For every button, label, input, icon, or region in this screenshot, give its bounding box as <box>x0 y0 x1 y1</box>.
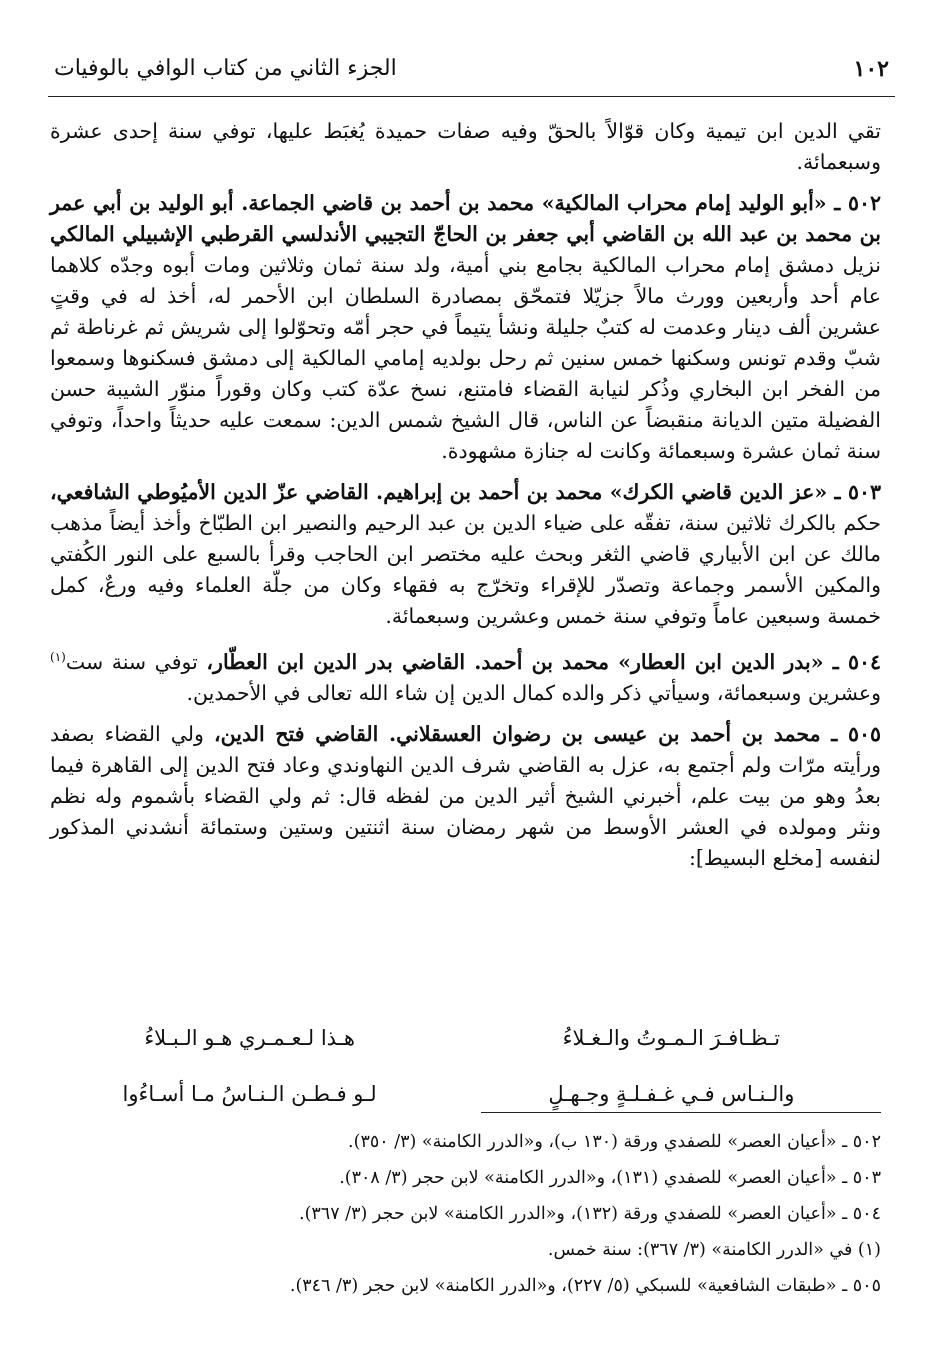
entry-505-text: ولي القضاء بصفد ورأيته مرّات ولم أجتمع به، عزل به القاضي شرف الدين النهاوندي وعاد فتح الدين إلى القاهرة فيما بعدُ وهو من بيت علم، أخبرني الشيخ أثير الدين من لفظه قال: ثم ولي القضاء بأشموم وله نظم ونثر ومولده في العشر الأوسط من شهر رمضان سنة اثنتين وستين وستمائة أنشدني المذكور لنفسه [مخلع البسيط]: <box>50 721 881 870</box>
entry-505 <box>50 719 881 874</box>
footnote-502: ٥٠٢ ـ «أعيان العصر» للصفدي ورقة (١٣٠ ب)، و«الدرر الكامنة» (٣/ ٣٥٠). <box>348 1132 881 1152</box>
footnote-1: (١) في «الدرر الكامنة» (٣/ ٣٦٧): سنة خمس. <box>547 1240 881 1260</box>
entry-504 <box>50 642 881 709</box>
entry-503 <box>50 477 881 632</box>
entry-502-text: نزيل دمشق إمام محراب المالكية بجامع بني أمية، ولد سنة ثمان وثلاثين ومات أبوه وجدّه كلاهما عام أحد وأربعين وورث مالاً جزيّلا فتمحّق بمصادرة السلطان ابن الأحمر له، أخذ له في وقتٍ عشرين ألف دينار وعدمت له كتبٌ جليلة ونشأ يتيماً في حجر أمّه وتحوّلوا إلى شريش ثم غرناطة ثم شبّ وقدم تونس وسكنها خمس سنين ثم رحل بولديه إمامي المالكية إلى دمشق فسكنوها وسمعوا من الفخر ابن البخاري وذُكر لنيابة القضاء فامتنع، نسخ عدّة كتب وكان وقوراً منوّر الشيبة حسن الفضيلة متين الديانة منقبضاً عن الناس، قال الشيخ شمس الدين: سمعت عليه حديثاً واحداً، وتوفي سنة ثمان عشرة وسبعمائة وكانت له جنازة مشهودة. <box>50 253 881 463</box>
entry-502 <box>50 188 881 467</box>
verse-line <box>70 1066 851 1122</box>
main-text <box>50 116 881 884</box>
page-header <box>48 50 895 88</box>
entry-503-heading: ٥٠٣ ـ «عز الدين قاضي الكرك» محمد بن أحمد بن إبراهيم. القاضي عزّ الدين الأميُوطي الشافعي، <box>50 480 881 504</box>
footnote-505: ٥٠٥ ـ «طبقات الشافعية» للسبكي (٥/ ٢٢٧)، و«الدرر الكامنة» لابن حجر (٣/ ٣٤٦). <box>289 1276 881 1296</box>
entry-504-text: توفي سنة ست <box>65 649 207 674</box>
poem <box>70 1010 851 1122</box>
verse-second-hemistich: هـذا لـعـمـري هـو الـبـلاءُ <box>144 1026 355 1050</box>
verse-line <box>70 1010 851 1066</box>
intro-paragraph: تقي الدين ابن تيمية وكان قوّالاً بالحقّ وفيه صفات حميدة يُغبَط عليها، توفي سنة إحدى عشرة وسبعمائة. <box>50 119 881 174</box>
running-title: الجزء الثاني من كتاب الوافي بالوفيات <box>54 56 397 81</box>
footnotes <box>90 1124 881 1304</box>
footnote-marker: (١) <box>50 650 66 664</box>
entry-502-heading: ٥٠٢ ـ «أبو الوليد إمام محراب المالكية» محمد بن أحمد بن قاضي الجماعة. أبو الوليد بن أبي عمر بن محمد بن عبد الله بن القاضي أبي جعفر بن الحاجّ التجيبي الأندلسي القرطبي الإشبيلي المالكي <box>50 191 881 246</box>
verse-first-hemistich: والـنـاس فـي غـفـلـةٍ وجـهـلٍ <box>548 1082 795 1106</box>
entry-504-heading: ٥٠٤ ـ «بدر الدين ابن العطار» محمد بن أحمد. القاضي بدر الدين ابن العطّار، <box>206 649 881 674</box>
footnote-504: ٥٠٤ ـ «أعيان العصر» للصفدي ورقة (١٣٢)، و«الدرر الكامنة» لابن حجر (٣/ ٣٦٧). <box>299 1204 881 1224</box>
entry-504-text-after: وعشرين وسبعمائة، وسيأتي ذكر والده كمال الدين إن شاء الله تعالى في الأحمدين. <box>186 680 881 705</box>
footnote-rule <box>481 1112 881 1113</box>
entry-503-text: حكم بالكرك ثلاثين سنة، تفقّه على ضياء الدين بن عبد الرحيم والنصير ابن الطبّاخ وأخذ أيضاً مذهب مالك عن ابن الأبياري قاضي الثغر وبحث عليه مختصر ابن الحاجب وقرأ بالسبع على النور الكُفتي والمكين الأسمر وجماعة وتصدّر للإقراء وتخرّج به فقهاء وكان من جلّة العلماء وفيه ورعٌ، كمل خمسة وسبعين عاماً وتوفي سنة خمس وعشرين وسبعمائة. <box>50 511 881 628</box>
verse-second-hemistich: لـو فـطـن الـنـاسُ مـا أسـاءُوا <box>122 1082 377 1106</box>
verse-first-hemistich: تـظـافـرَ الـمـوتُ والـغـلاءُ <box>562 1026 781 1050</box>
header-rule <box>48 96 895 97</box>
entry-505-heading: ٥٠٥ ـ محمد بن أحمد بن عيسى بن رضوان العسقلاني. القاضي فتح الدين، <box>214 721 881 746</box>
page-number: ١٠٢ <box>853 56 889 82</box>
footnote-503: ٥٠٣ ـ «أعيان العصر» للصفدي (١٣١)، و«الدرر الكامنة» لابن حجر (٣/ ٣٠٨). <box>339 1168 881 1188</box>
